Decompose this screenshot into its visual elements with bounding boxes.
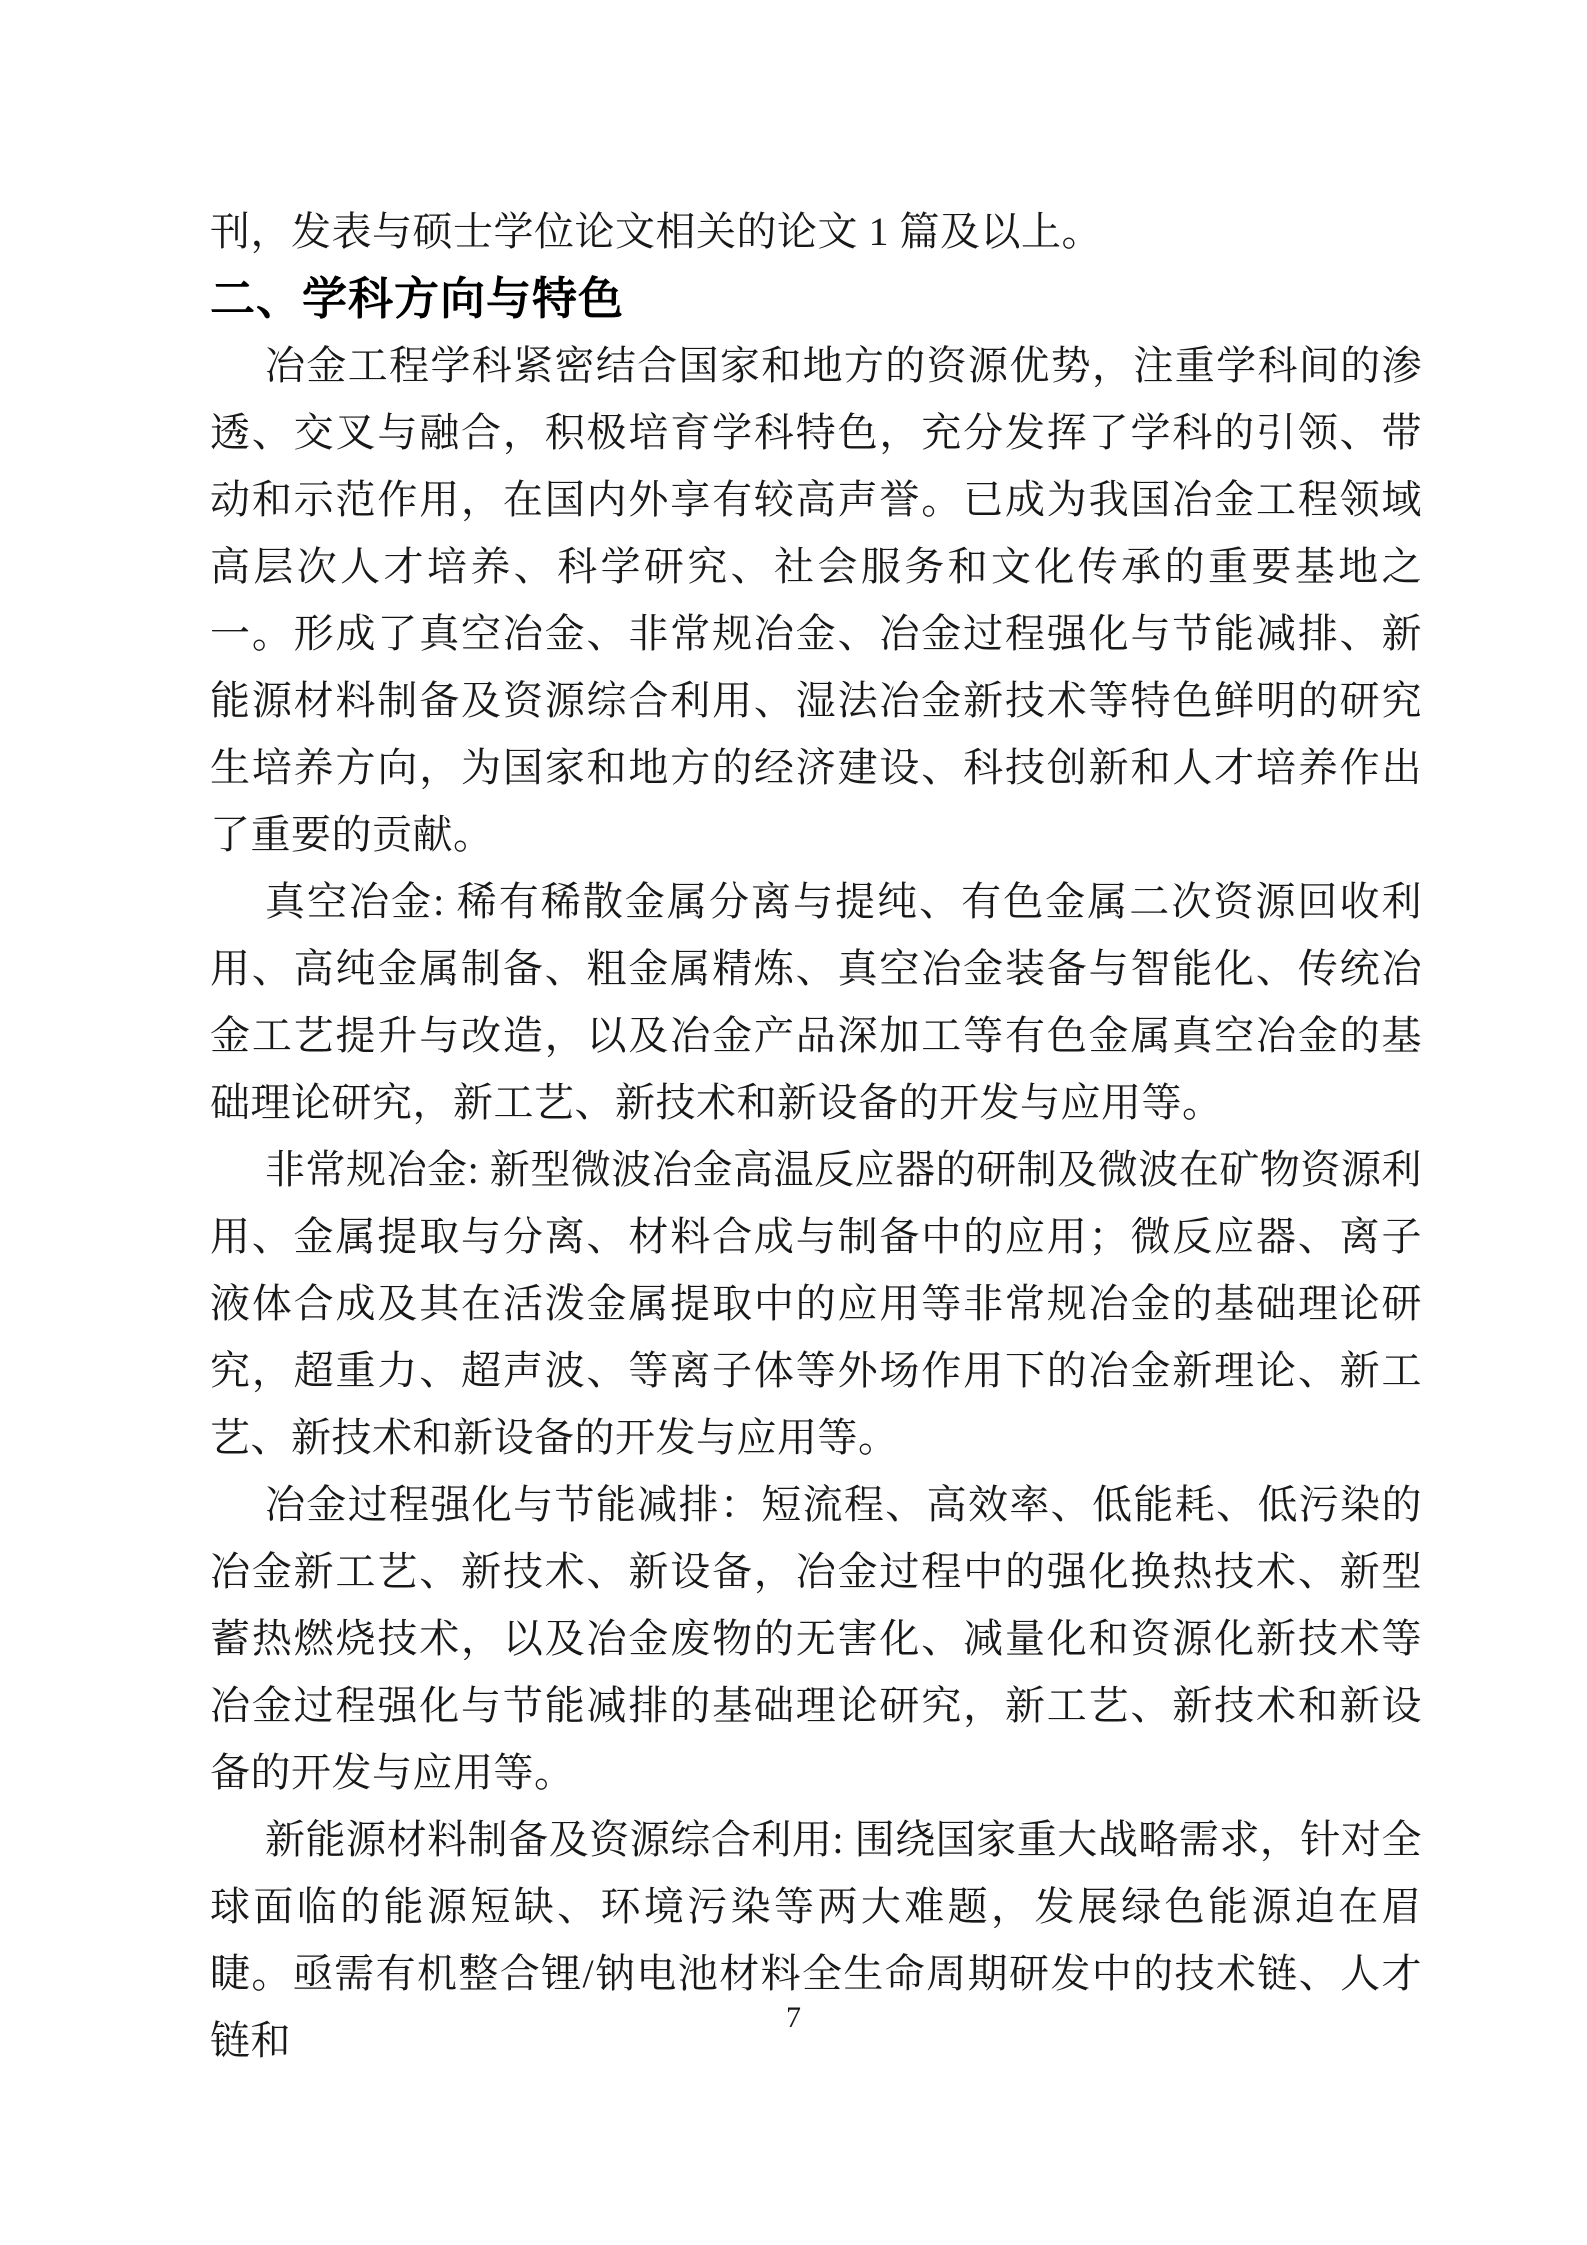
paragraph-vacuum-metallurgy: 真空冶金: 稀有稀散金属分离与提纯、有色金属二次资源回收利用、高纯金属制备、粗金属精炼、真空冶金装备与智能化、传统冶金工艺提升与改造，以及冶金产品深加工等有色金属真空冶金的基础理论研究，新工艺、新技术和新设备的开发与应用等。 (210, 879, 1422, 1125)
paragraph-new-energy-materials: 新能源材料制备及资源综合利用: 围绕国家重大战略需求，针对全球面临的能源短缺、环境污染等两大难题，发展绿色能源迫在眉睫。亟需有机整合锂/钠电池材料全生命周期研发中的技术链、人才链和 (210, 1817, 1422, 2063)
paragraph-discipline-overview: 冶金工程学科紧密结合国家和地方的资源优势，注重学科间的渗透、交叉与融合，积极培育学科特色，充分发挥了学科的引领、带动和示范作用，在国内外享有较高声誉。已成为我国冶金工程领域高层次人才培养、科学研究、社会服务和文化传承的重要基地之一。形成了真空冶金、非常规冶金、冶金过程强化与节能减排、新能源材料制备及资源综合利用、湿法冶金新技术等特色鲜明的研究生培养方向，为国家和地方的经济建设、科技创新和人才培养作出了重要的贡献。 (210, 343, 1422, 857)
section-heading: 二、学科方向与特色 (210, 273, 625, 324)
continuation-line: 刊，发表与硕士学位论文相关的论文 1 篇及以上。 (210, 209, 1102, 254)
paragraph-unconventional-metallurgy: 非常规冶金: 新型微波冶金高温反应器的研制及微波在矿物资源利用、金属提取与分离、材料合成与制备中的应用；微反应器、离子液体合成及其在活泼金属提取中的应用等非常规冶金的基础理论研究，超重力、超声波、等离子体等外场作用下的冶金新理论、新工艺、新技术和新设备的开发与应用等。 (210, 1147, 1422, 1460)
text-block (210, 198, 1422, 2074)
paragraph-process-intensification: 冶金过程强化与节能减排：短流程、高效率、低能耗、低污染的冶金新工艺、新技术、新设备，冶金过程中的强化换热技术、新型蓄热燃烧技术，以及冶金废物的无害化、减量化和资源化新技术等冶金过程强化与节能减排的基础理论研究，新工艺、新技术和新设备的开发与应用等。 (210, 1482, 1422, 1795)
page-number: 7 (786, 2001, 801, 2034)
